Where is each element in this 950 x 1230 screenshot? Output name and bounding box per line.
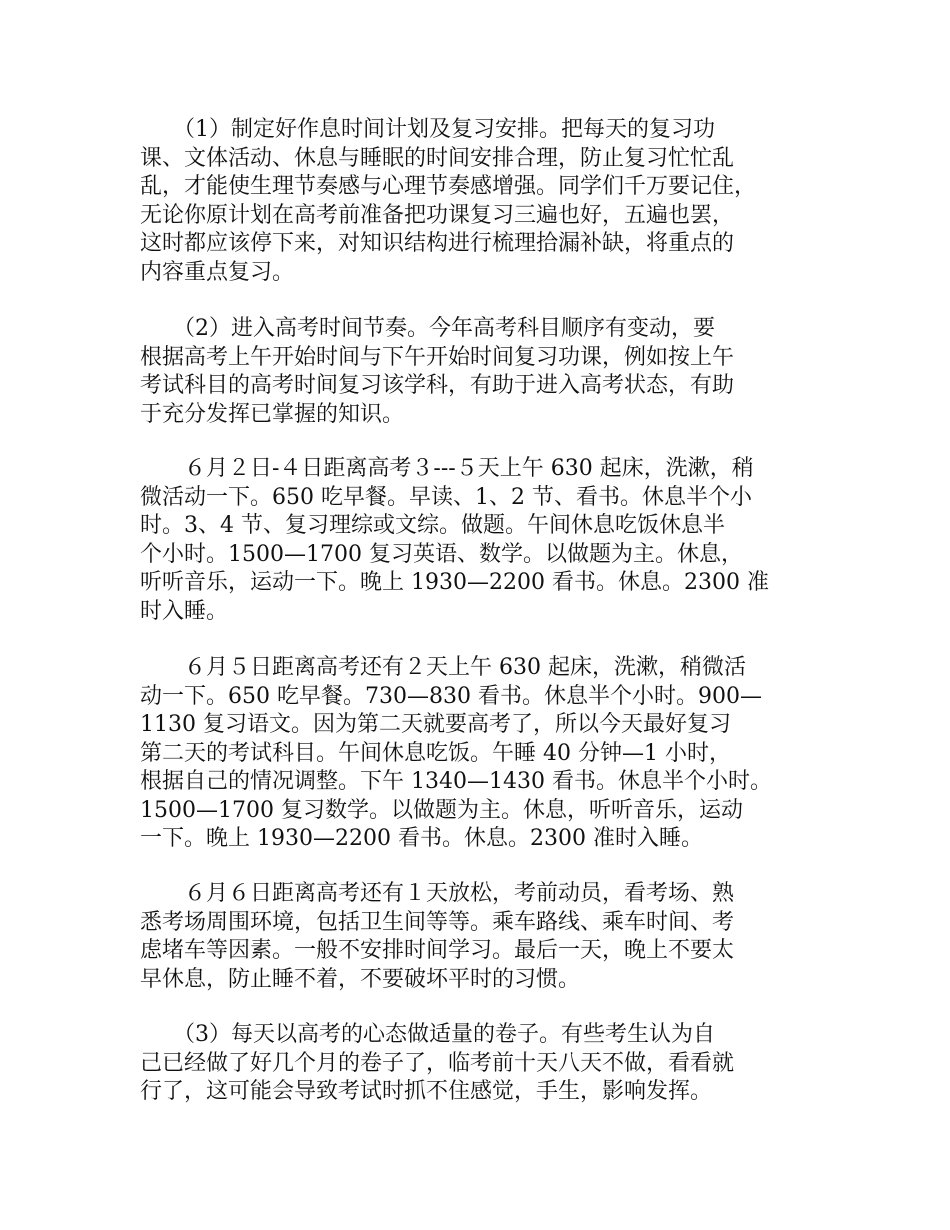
text-line: 1130 复习语文。因为第二天就要高考了，所以今天最好复习 [140, 712, 731, 737]
text-line: 时。3、4 节、复习理综或文综。做题。午间休息吃饭休息半 [140, 513, 725, 538]
text-line: 己已经做了好几个月的卷子了，临考前十天八天不做，看看就 [140, 1050, 735, 1076]
paragraph-june-5 [140, 654, 772, 854]
text-line: 行了，这可能会导致考试时抓不住感觉，手生，影响发挥。 [140, 1079, 713, 1104]
text-line: 根据高考上午开始时间与下午开始时间复习功课，例如按上午 [140, 344, 735, 370]
text-line: 乱，才能使生理节奏感与心理节奏感增强。同学们千万要记住， [140, 174, 757, 199]
text-line: 悉考场周围环境，包括卫生间等等。乘车路线、乘车时间、考 [140, 909, 735, 935]
paragraph-exam-rhythm [140, 315, 734, 429]
paragraph-june-6 [140, 880, 734, 994]
text-line: ６月５日距离高考还有２天上午 630 起床，洗漱，稍微活 [140, 655, 746, 680]
text-line: 微活动一下。650 吃早餐。早读、1、2 节、看书。休息半个小 [140, 484, 752, 510]
paragraph-daily-papers [140, 1021, 734, 1107]
text-line: 时入睡。 [140, 598, 229, 624]
text-line: 这时都应该停下来，对知识结构进行梳理拾漏补缺，将重点的 [140, 231, 735, 256]
text-line: 一下。晚上 1930—2200 看书。休息。2300 准时入睡。 [140, 826, 703, 851]
text-line: ６月６日距离高考还有１天放松，考前动员，看考场、熟 [140, 881, 735, 906]
text-line: 根据自己的情况调整。下午 1340—1430 看书。休息半个小时。 [140, 769, 772, 794]
text-line: 1500—1700 复习数学。以做题为主。休息，听听音乐，运动 [140, 797, 743, 823]
text-line: 虑堵车等因素。一般不安排时间学习。最后一天，晚上不要太 [140, 938, 735, 963]
text-line: 无论你原计划在高考前准备把功课复习三遍也好，五遍也罢， [140, 202, 735, 228]
text-line: 课、文体活动、休息与睡眠的时间安排合理，防止复习忙忙乱 [140, 145, 735, 171]
text-line: （3）每天以高考的心态做适量的卷子。有些考生认为自 [140, 1022, 715, 1047]
text-line: 早休息，防止睡不着，不要破坏平时的习惯。 [140, 966, 581, 992]
text-line: 内容重点复习。 [140, 259, 295, 285]
text-line: 听听音乐，运动一下。晚上 1930—2200 看书。休息。2300 准 [140, 570, 769, 595]
text-line: （1）制定好作息时间计划及复习安排。把每天的复习功 [140, 117, 715, 142]
text-line: 个小时。1500—1700 复习英语、数学。以做题为主。休息， [140, 541, 743, 567]
text-line: 动一下。650 吃早餐。730—830 看书。休息半个小时。900— [140, 683, 762, 709]
text-line: 于充分发挥已掌握的知识。 [140, 401, 405, 427]
paragraph-june-2-4 [140, 455, 769, 626]
text-line: ６月２日-４日距离高考３---５天上午 630 起床，洗漱，稍 [140, 456, 754, 481]
text-line: 考试科目的高考时间复习该学科，有助于进入高考状态，有助 [140, 373, 735, 398]
text-line: 第二天的考试科目。午间休息吃饭。午睡 40 分钟—1 小时， [140, 740, 731, 766]
text-line: （2）进入高考时间节奏。今年高考科目顺序有变动，要 [140, 316, 715, 341]
paragraph-schedule-plan [140, 116, 756, 287]
